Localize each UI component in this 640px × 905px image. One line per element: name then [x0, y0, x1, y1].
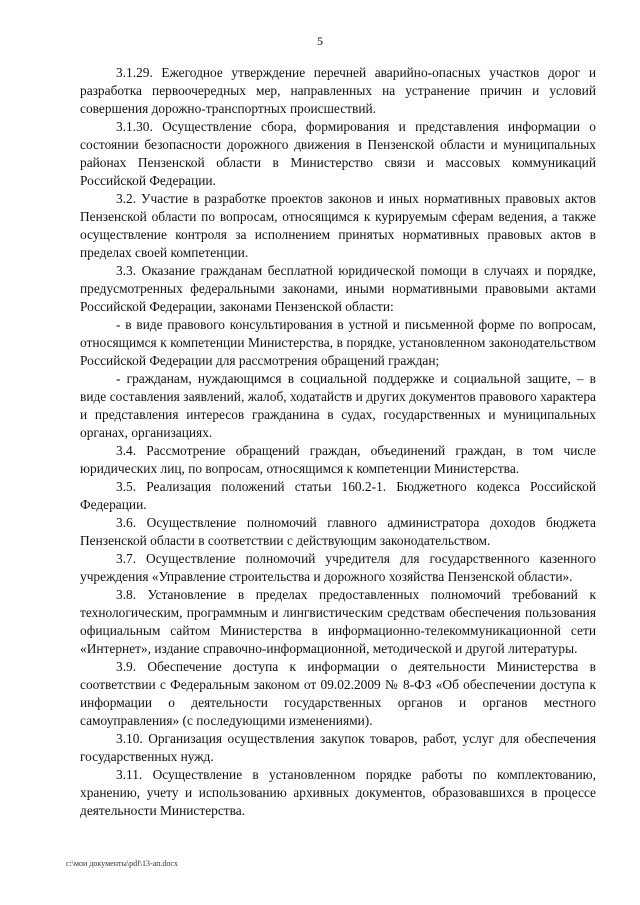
document-body [80, 64, 596, 820]
paragraph-3-9: 3.9. Обеспечение доступа к информации о деятельности Министерства в соответствии с Федеральным законом от 09.02.2009 № 8-ФЗ «Об обеспечении доступа к информации о деятельности государственных органов и органов местного самоуправления» (с последующими изменениями). [80, 659, 596, 728]
paragraph-3-3-item-social: - гражданам, нуждающимся в социальной поддержке и социальной защите, – в виде составления заявлений, жалоб, ходатайств и других документов правового характера и представления интересов гражданина в судах, государственных и муниципальных органах, организациях. [80, 371, 596, 440]
paragraph-3-11: 3.11. Осуществление в установленном порядке работы по комплектованию, хранению, учету и использованию архивных документов, образовавшихся в процессе деятельности Министерства. [80, 767, 596, 818]
paragraph-3-2: 3.2. Участие в разработке проектов законов и иных нормативных правовых актов Пензенской области по вопросам, относящимся к курируемым сферам ведения, а также осуществление контроля за исполнением принятых нормативных правовых актов в пределах своей компетенции. [80, 191, 596, 260]
paragraph-3-1-30: 3.1.30. Осуществление сбора, формирования и представления информации о состоянии безопасности дорожного движения в Пензенской области и муниципальных районах Пензенской области в Министерство связи и массовых коммуникаций Российской Федерации. [80, 119, 596, 188]
paragraph-3-10: 3.10. Организация осуществления закупок товаров, работ, услуг для обеспечения государственных нужд. [80, 731, 596, 764]
paragraph-3-8: 3.8. Установление в пределах предоставленных полномочий требований к технологическим, программным и лингвистическим средствам обеспечения пользования официальным сайтом Министерства в информационно-телекоммуникационной сети «Интернет», издание справочно-информационной, методической и другой литературы. [80, 587, 596, 656]
paragraph-3-3: 3.3. Оказание гражданам бесплатной юридической помощи в случаях и порядке, предусмотренных федеральными законами, иными нормативными правовыми актами Российской Федерации, законами Пензенской области: [80, 263, 596, 314]
footer-file-path: c:\мои документы\pdf\13-ап.docx [66, 859, 178, 868]
paragraph-3-7: 3.7. Осуществление полномочий учредителя для государственного казенного учреждения «Управление строительства и дорожного хозяйства Пензенской области». [80, 551, 596, 584]
paragraph-3-1-29: 3.1.29. Ежегодное утверждение перечней аварийно-опасных участков дорог и разработка первоочередных мер, направленных на устранение причин и условий совершения дорожно-транспортных происшествий. [80, 65, 596, 116]
page-number: 5 [317, 34, 323, 48]
paragraph-3-3-item-consulting: - в виде правового консультирования в устной и письменной форме по вопросам, относящимся к компетенции Министерства, в порядке, установленном законодательством Российской Федерации для рассмотрения обращений граждан; [80, 317, 596, 368]
paragraph-3-4: 3.4. Рассмотрение обращений граждан, объединений граждан, в том числе юридических лиц, по вопросам, относящимся к компетенции Министерства. [80, 443, 596, 476]
paragraph-3-5: 3.5. Реализация положений статьи 160.2-1. Бюджетного кодекса Российской Федерации. [80, 479, 596, 512]
paragraph-3-6: 3.6. Осуществление полномочий главного администратора доходов бюджета Пензенской области в соответствии с действующим законодательством. [80, 515, 596, 548]
